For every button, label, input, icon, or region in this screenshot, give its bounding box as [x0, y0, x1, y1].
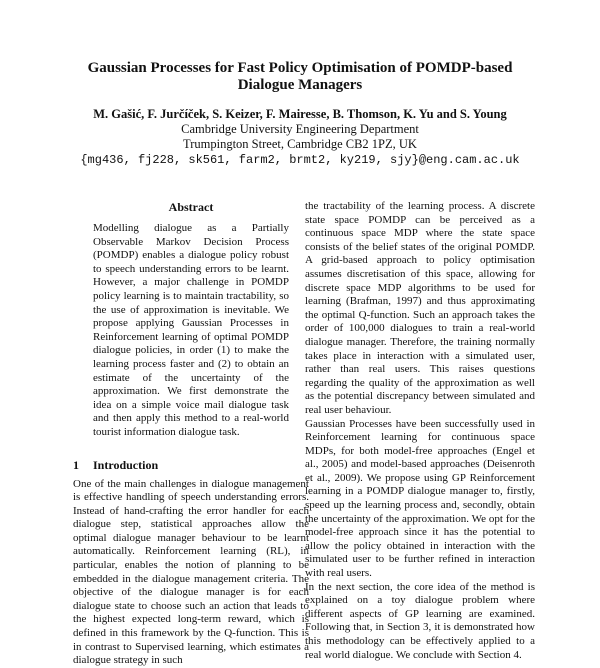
affiliation: Cambridge University Engineering Department — [181, 122, 419, 136]
right-paragraph-1: the tractability of the learning process. A discrete state space POMDP can be perceived as a continuous space MDP where the state space consists of the belief states of the original POMDP. A grid-based approach to policy optimisation assumes discretisation of this space, allowing for discrete space MDP algorithms to be used for learning (Brafman, 1997) and thus approximating the optimal Q-function. Such an approach takes the order of 100,000 dialogues to train a real-world dialogue manager. Therefore, the training normally takes place in interaction with a simulated user, rather than real users. This raises questions regarding the quality of the approximation as well as the potential discrepancy between simulated and real user behaviour. — [305, 200, 535, 416]
abstract-text: Modelling dialogue as a Partially Observable Markov Decision Process (POMDP) enables a dialogue policy robust to speech understanding errors to be learnt. However, a major challenge in POMDP policy learning is to maintain tractability, so the use of approximation is inevitable. We propose applying Gaussian Processes in Reinforcement learning of optimal POMDP dialogue policies, in order (1) to make the learning process faster and (2) to obtain an estimate of the uncertainty of the approximation. We first demonstrate the idea on a simple voice mail dialogue task and then apply this method to a real-world tourist information dialogue task. — [93, 222, 289, 438]
title-line-2: Dialogue Managers — [237, 77, 363, 93]
author-block — [40, 107, 560, 167]
section-title: Introduction — [93, 457, 159, 472]
address: Trumpington Street, Cambridge CB2 1PZ, UK — [183, 137, 417, 151]
author-emails: {mg436, fj228, sk561, farm2, brmt2, ky219, sjy}@eng.cam.ac.uk — [80, 153, 520, 167]
right-paragraph-2: Gaussian Processes have been successfully used in Reinforcement learning for continuous space MDPs, for both model-free approaches (Engel et al., 2005) and model-based approaches (Deisenroth et al., 2009). We propose using GP Reinforcement learning in a POMDP dialogue manager to, firstly, speed up the learning process and, secondly, obtain the uncertainty of the approximation. We opt for the model-free approach since it has the potential to allow the policy obtained in interaction with the simulated user to be further refined in interaction with real users. — [305, 417, 535, 580]
right-paragraph-3: In the next section, the core idea of the method is explained on a toy dialogue problem where different aspects of GP learning are examined. Following that, in Section 3, it is demonstrated how this methodology can be effectively applied to a real world dialogue. We conclude with Section 4. — [305, 580, 535, 661]
left-column — [73, 200, 309, 668]
section-number: 1 — [73, 457, 79, 472]
title-line-1: Gaussian Processes for Fast Policy Optimisation of POMDP-based — [87, 60, 513, 76]
author-names: M. Gašić, F. Jurčíček, S. Keizer, F. Mairesse, B. Thomson, K. Yu and S. Young — [93, 107, 507, 121]
right-column — [305, 200, 535, 662]
introduction-heading — [73, 458, 309, 472]
paper-title — [60, 60, 540, 94]
introduction-paragraph: One of the main challenges in dialogue management is effective handling of speech understanding errors. Instead of hand-crafting the error handler for each dialogue step, statistical approaches allow the optimal dialogue manager behaviour to be learnt automatically. Reinforcement learning (RL), in particular, enables the notion of planning to be embedded in the dialogue management criteria. The objective of the dialogue manager is for each dialogue state to choose such an action that leads to the highest expected long-term reward, which is defined in this framework by the Q-function. This is in contrast to Supervised learning, which estimates a dialogue strategy in such — [73, 477, 309, 667]
abstract-heading: Abstract — [168, 200, 214, 214]
